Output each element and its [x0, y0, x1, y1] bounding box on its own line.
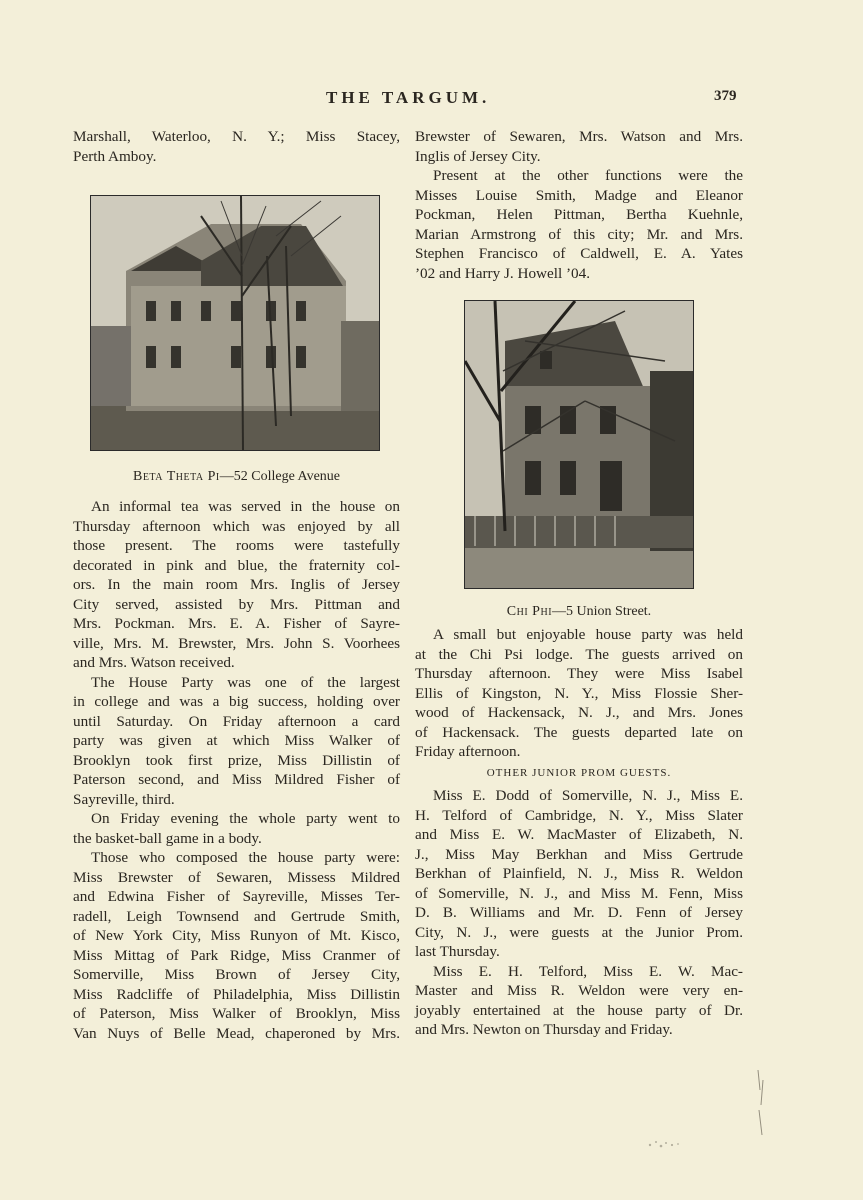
- chi-phi-house-photo: [464, 300, 694, 589]
- text-line: of Hackensack. The guests departed late on: [415, 723, 743, 741]
- text-line: Sayreville, third.: [73, 790, 175, 808]
- text-line: City, N. J., were guests at the Junior Prom.: [415, 923, 743, 941]
- paragraph-continued: [415, 127, 743, 166]
- left-column-body: [73, 497, 400, 1043]
- right-column-body: [415, 625, 743, 762]
- text-line: the basket-ball game in a body.: [73, 829, 262, 847]
- text-line: Miss Mittag of Park Ridge, Miss Cranmer of: [73, 946, 400, 964]
- text-line: Somerville, Miss Brown of Jersey City,: [73, 966, 400, 983]
- text-line: Marshall, Waterloo, N. Y.; Miss Stacey,: [73, 128, 400, 145]
- paragraph-friday-evening: [73, 809, 400, 848]
- text-line: Those who composed the house party were:: [91, 849, 400, 866]
- section-subheading: OTHER JUNIOR PROM GUESTS.: [486, 767, 672, 779]
- text-line: Inglis of Jersey City.: [415, 147, 541, 165]
- text-line: those present. The rooms were tastefully: [73, 537, 400, 554]
- text-line: Van Nuys of Belle Mead, chaperoned by Mrs.: [73, 1024, 400, 1042]
- text-line: Brewster of Sewaren, Mrs. Watson and Mrs.: [415, 128, 743, 145]
- text-line: Miss Brewster of Sewaren, Missess Mildred: [73, 868, 400, 886]
- text-line: ville, Mrs. M. Brewster, Mrs. John S. Voorhees: [73, 634, 400, 652]
- text-line: Perth Amboy.: [73, 147, 157, 165]
- text-line: Pockman, Helen Pittman, Bertha Kuehnle,: [415, 206, 743, 223]
- text-line: Misses Louise Smith, Madge and Eleanor: [415, 186, 743, 204]
- chi-phi-caption: [415, 604, 743, 620]
- caption-fraternity-name: Chi Phi: [506, 604, 553, 619]
- text-line: and Miss E. W. MacMaster of Elizabeth, N.: [415, 826, 743, 843]
- text-line: Brooklyn took first prize, Miss Dillistin of: [73, 751, 400, 769]
- text-line: at the Chi Psi lodge. The guests arrived on: [415, 645, 743, 663]
- text-line: ors. In the main room Mrs. Inglis of Jersey: [73, 576, 400, 593]
- text-line: Miss Radcliffe of Philadelphia, Miss Dillistin: [73, 985, 400, 1003]
- text-line: of Somerville, N. J., and Miss M. Fenn, Miss: [415, 884, 743, 902]
- text-line: joyably entertained at the house party of Dr.: [415, 1001, 743, 1019]
- caption-address: —5 Union Street.: [552, 604, 652, 619]
- text-line: and Mrs. Watson received.: [73, 654, 235, 671]
- text-line: On Friday evening the whole party went to: [91, 810, 400, 827]
- text-line: of Paterson, Miss Walker of Brooklyn, Miss: [73, 1005, 400, 1022]
- text-line: in college and was a big success, holding over: [73, 693, 400, 710]
- text-line: Present at the other functions were the: [433, 167, 743, 184]
- text-line: of New York City, Miss Runyon of Mt. Kisco,: [73, 927, 400, 944]
- page-number: 379: [714, 88, 737, 104]
- paragraph-informal-tea: [73, 497, 400, 673]
- paragraph-other-functions: [415, 166, 743, 283]
- text-line: and Mrs. Newton on Thursday and Friday.: [415, 1021, 673, 1038]
- paragraph-house-party-guests: [73, 848, 400, 1043]
- paragraph-chi-psi-lodge: [415, 625, 743, 762]
- text-line: Thursday afternoon which was enjoyed by all: [73, 517, 400, 535]
- text-line: D. B. Williams and Mr. D. Fenn of Jersey: [415, 904, 743, 921]
- right-column-top-text: [415, 127, 743, 283]
- text-line: wood of Hackensack, N. J., and Mrs. Jones: [415, 704, 743, 721]
- text-line: decorated in pink and blue, the fraternity col-: [73, 556, 400, 574]
- text-line: City served, assisted by Mrs. Pittman and: [73, 595, 400, 613]
- text-line: last Thursday.: [415, 943, 500, 960]
- page-stain-marks: [630, 1060, 790, 1160]
- left-column-top-text: [73, 127, 400, 166]
- text-line: Master and Miss R. Weldon were very en-: [415, 982, 743, 999]
- text-line: Paterson second, and Miss Mildred Fisher of: [73, 771, 400, 788]
- paragraph-house-party: [73, 673, 400, 810]
- text-line: Thursday afternoon. They were Miss Isabel: [415, 665, 743, 682]
- beta-theta-pi-house-photo: [90, 195, 380, 451]
- text-line: Miss E. H. Telford, Miss E. W. Mac-: [433, 962, 743, 980]
- text-line: An informal tea was served in the house on: [91, 498, 400, 515]
- right-column-prom-guests: [415, 786, 743, 1040]
- paragraph-prom-guests: [415, 786, 743, 962]
- page-header: [0, 88, 863, 112]
- text-line: Ellis of Kingston, N. Y., Miss Flossie Sher-: [415, 684, 743, 702]
- text-line: J., Miss May Berkhan and Miss Gertrude: [415, 845, 743, 863]
- caption-fraternity-name: Beta Theta Pi: [132, 469, 220, 484]
- text-line: radell, Leigh Townsend and Gertrude Smith,: [73, 907, 400, 925]
- text-line: A small but enjoyable house party was held: [433, 626, 743, 643]
- paragraph-newton-house-party: [415, 962, 743, 1040]
- text-line: Marian Armstrong of this city; Mr. and Mrs.: [415, 225, 743, 243]
- text-line: Stephen Francisco of Caldwell, E. A. Yates: [415, 245, 743, 262]
- text-line: Friday afternoon.: [415, 743, 521, 760]
- beta-theta-pi-caption: [73, 469, 400, 485]
- text-line: until Saturday. On Friday afternoon a card: [73, 712, 400, 730]
- text-line: Berkhan of Plainfield, N. J., Miss R. Weldon: [415, 865, 743, 882]
- text-line: H. Telford of Cambridge, N. Y., Miss Slater: [415, 806, 743, 824]
- text-line: party was given at which Miss Walker of: [73, 732, 400, 749]
- text-line: The House Party was one of the largest: [91, 673, 400, 691]
- text-line: and Edwina Fisher of Sayreville, Misses Ter-: [73, 888, 400, 905]
- text-line: ’02 and Harry J. Howell ’04.: [415, 264, 591, 282]
- running-title: THE TARGUM.: [326, 88, 491, 107]
- caption-address: —52 College Avenue: [219, 469, 341, 484]
- text-line: Miss E. Dodd of Somerville, N. J., Miss E.: [433, 787, 743, 804]
- text-line: Mrs. Pockman. Mrs. E. A. Fisher of Sayre-: [73, 615, 400, 632]
